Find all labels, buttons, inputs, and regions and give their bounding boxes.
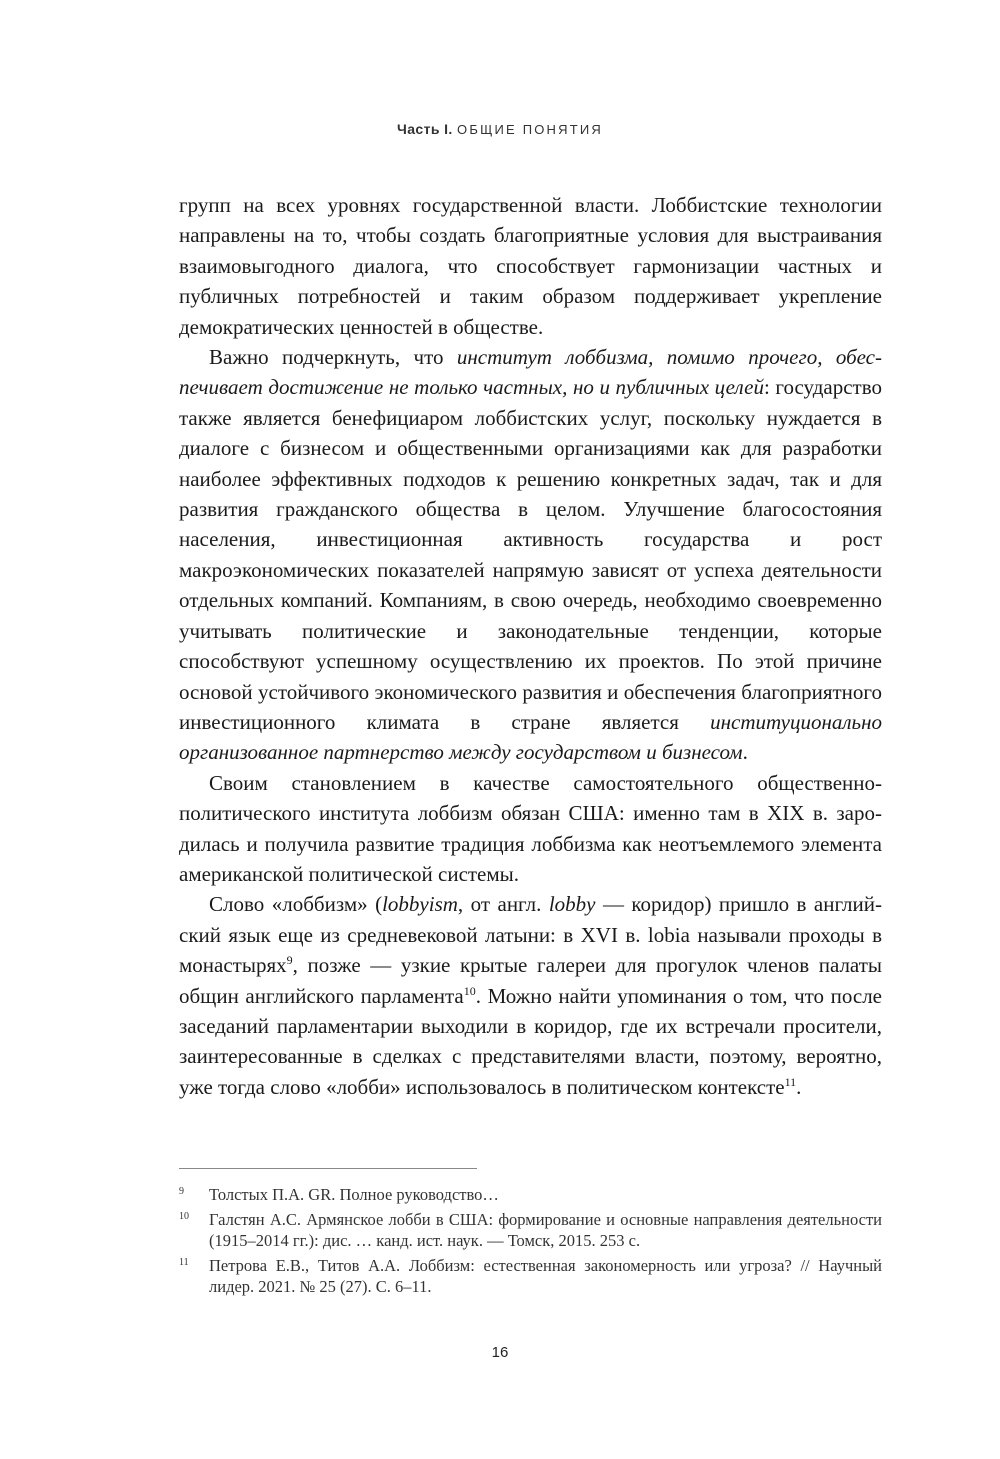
footnote-11 — [179, 1255, 882, 1298]
footnote-number: 11 — [179, 1256, 189, 1268]
footnote-10 — [179, 1209, 882, 1252]
paragraph-2-text-e: . — [742, 740, 748, 765]
page-number: 16 — [491, 1344, 509, 1361]
footnote-text: Петрова Е.В., Титов А.А. Лоббизм: естественная закономерность или угроза? // Научный лидер. 2021. № 25 (27). С. 6–11. — [209, 1255, 882, 1297]
paragraph-2-text-a: Важно подчеркнуть, что — [209, 345, 457, 370]
paragraph-4-text-h: . — [796, 1074, 802, 1099]
paragraph-2-emphasis-1: институт лоббизма, помимо прочего, обеспечивает достижение не только частных, но и публичных целей — [179, 345, 882, 400]
running-head — [0, 121, 1000, 137]
paragraph-4-text-c: , от англ. — [457, 892, 549, 917]
paragraph-4-text-g: . Можно найти упоминания о том, что после заседаний парламентарии выходили в коридор, где их встречали просители, заинтересованные в сделках с представителями власти, поэтому, вероятно, уже тогда слово «лобби» использовалось в политическом контексте — [179, 983, 882, 1099]
footnotes — [179, 1184, 882, 1301]
paragraph-4-term-lobbyism: lobbyism — [382, 892, 458, 917]
footnote-number: 10 — [179, 1210, 189, 1222]
paragraph-2-text-c: : государство также является бенефициаром лоббистских услуг, поскольку нуждается в диалоге с бизнесом и общественными организациями как для разработки наиболее эффективных подходов к решению конкретных задач, так и для развития гражданского общества в целом. Улучшение благосостояния населения, инвестиционная активность государства и рост макроэкономических показателей напрямую зависят от успеха деятельности отдельных компаний. Компаниям, в свою очередь, необходимо своевременно учитывать политические и законодательные тенденции, которые способствуют успешному осуществлению их проектов. По этой причине основой устойчивого экономического развития и обеспечения благоприятного инвестиционного климата в стране является — [179, 375, 882, 734]
footnote-number: 9 — [179, 1186, 184, 1197]
footnote-text: Галстян А.С. Армянское лобби в США: формирование и основные направления деятельности (1915–2014 гг.): дис. … канд. ист. наук. — Томск, 2015. 253 с. — [209, 1209, 882, 1251]
footnote-ref-10[interactable]: 10 — [463, 983, 476, 998]
running-head-part: Часть I. — [396, 121, 453, 137]
footnote-ref-9[interactable]: 9 — [286, 953, 293, 968]
footnote-9 — [179, 1184, 882, 1206]
running-head-title: ОБЩИЕ ПОНЯТИЯ — [457, 122, 603, 137]
paragraph-4-text-a: Слово «лоббизм» ( — [209, 892, 383, 917]
paragraph-4-term-lobby: lobby — [548, 892, 596, 917]
paragraph-3: Своим становлением в качестве самостоятельного общественно-политического института лоббизм обязан США: именно там в XIX в. зародилась и получила развитие традиция лоббизма как неотъемлемого элемента американской политической системы. — [179, 770, 882, 886]
paragraph-2-emphasis-2: институционально организованное партнерство между государством и бизнесом — [179, 709, 882, 765]
paragraph-4 — [179, 889, 882, 1102]
paragraph-4-text-e: — коридор) пришло в английский язык еще из средневековой латыни: в XVI в. lobia называли проходы в монастырях — [179, 892, 882, 978]
footnote-text: Толстых П.А. GR. Полное руководство… — [209, 1185, 499, 1204]
footnote-ref-11[interactable]: 11 — [784, 1074, 797, 1089]
paragraph-4-text-f: , позже — узкие крытые галереи для прогулок членов палаты общин английского парламента — [179, 953, 882, 1008]
footnote-divider — [179, 1168, 477, 1169]
paragraph-1: групп на всех уровнях государственной власти. Лоббистские технологии направлены на то, чтобы создать благоприятные условия для выстраивания взаимовыгодного диалога, что способствует гармонизации частных и публичных потребностей и таким образом поддерживает укрепление демократических ценностей в обществе. — [179, 193, 882, 339]
paragraph-2 — [179, 342, 882, 768]
main-text — [179, 190, 882, 1102]
